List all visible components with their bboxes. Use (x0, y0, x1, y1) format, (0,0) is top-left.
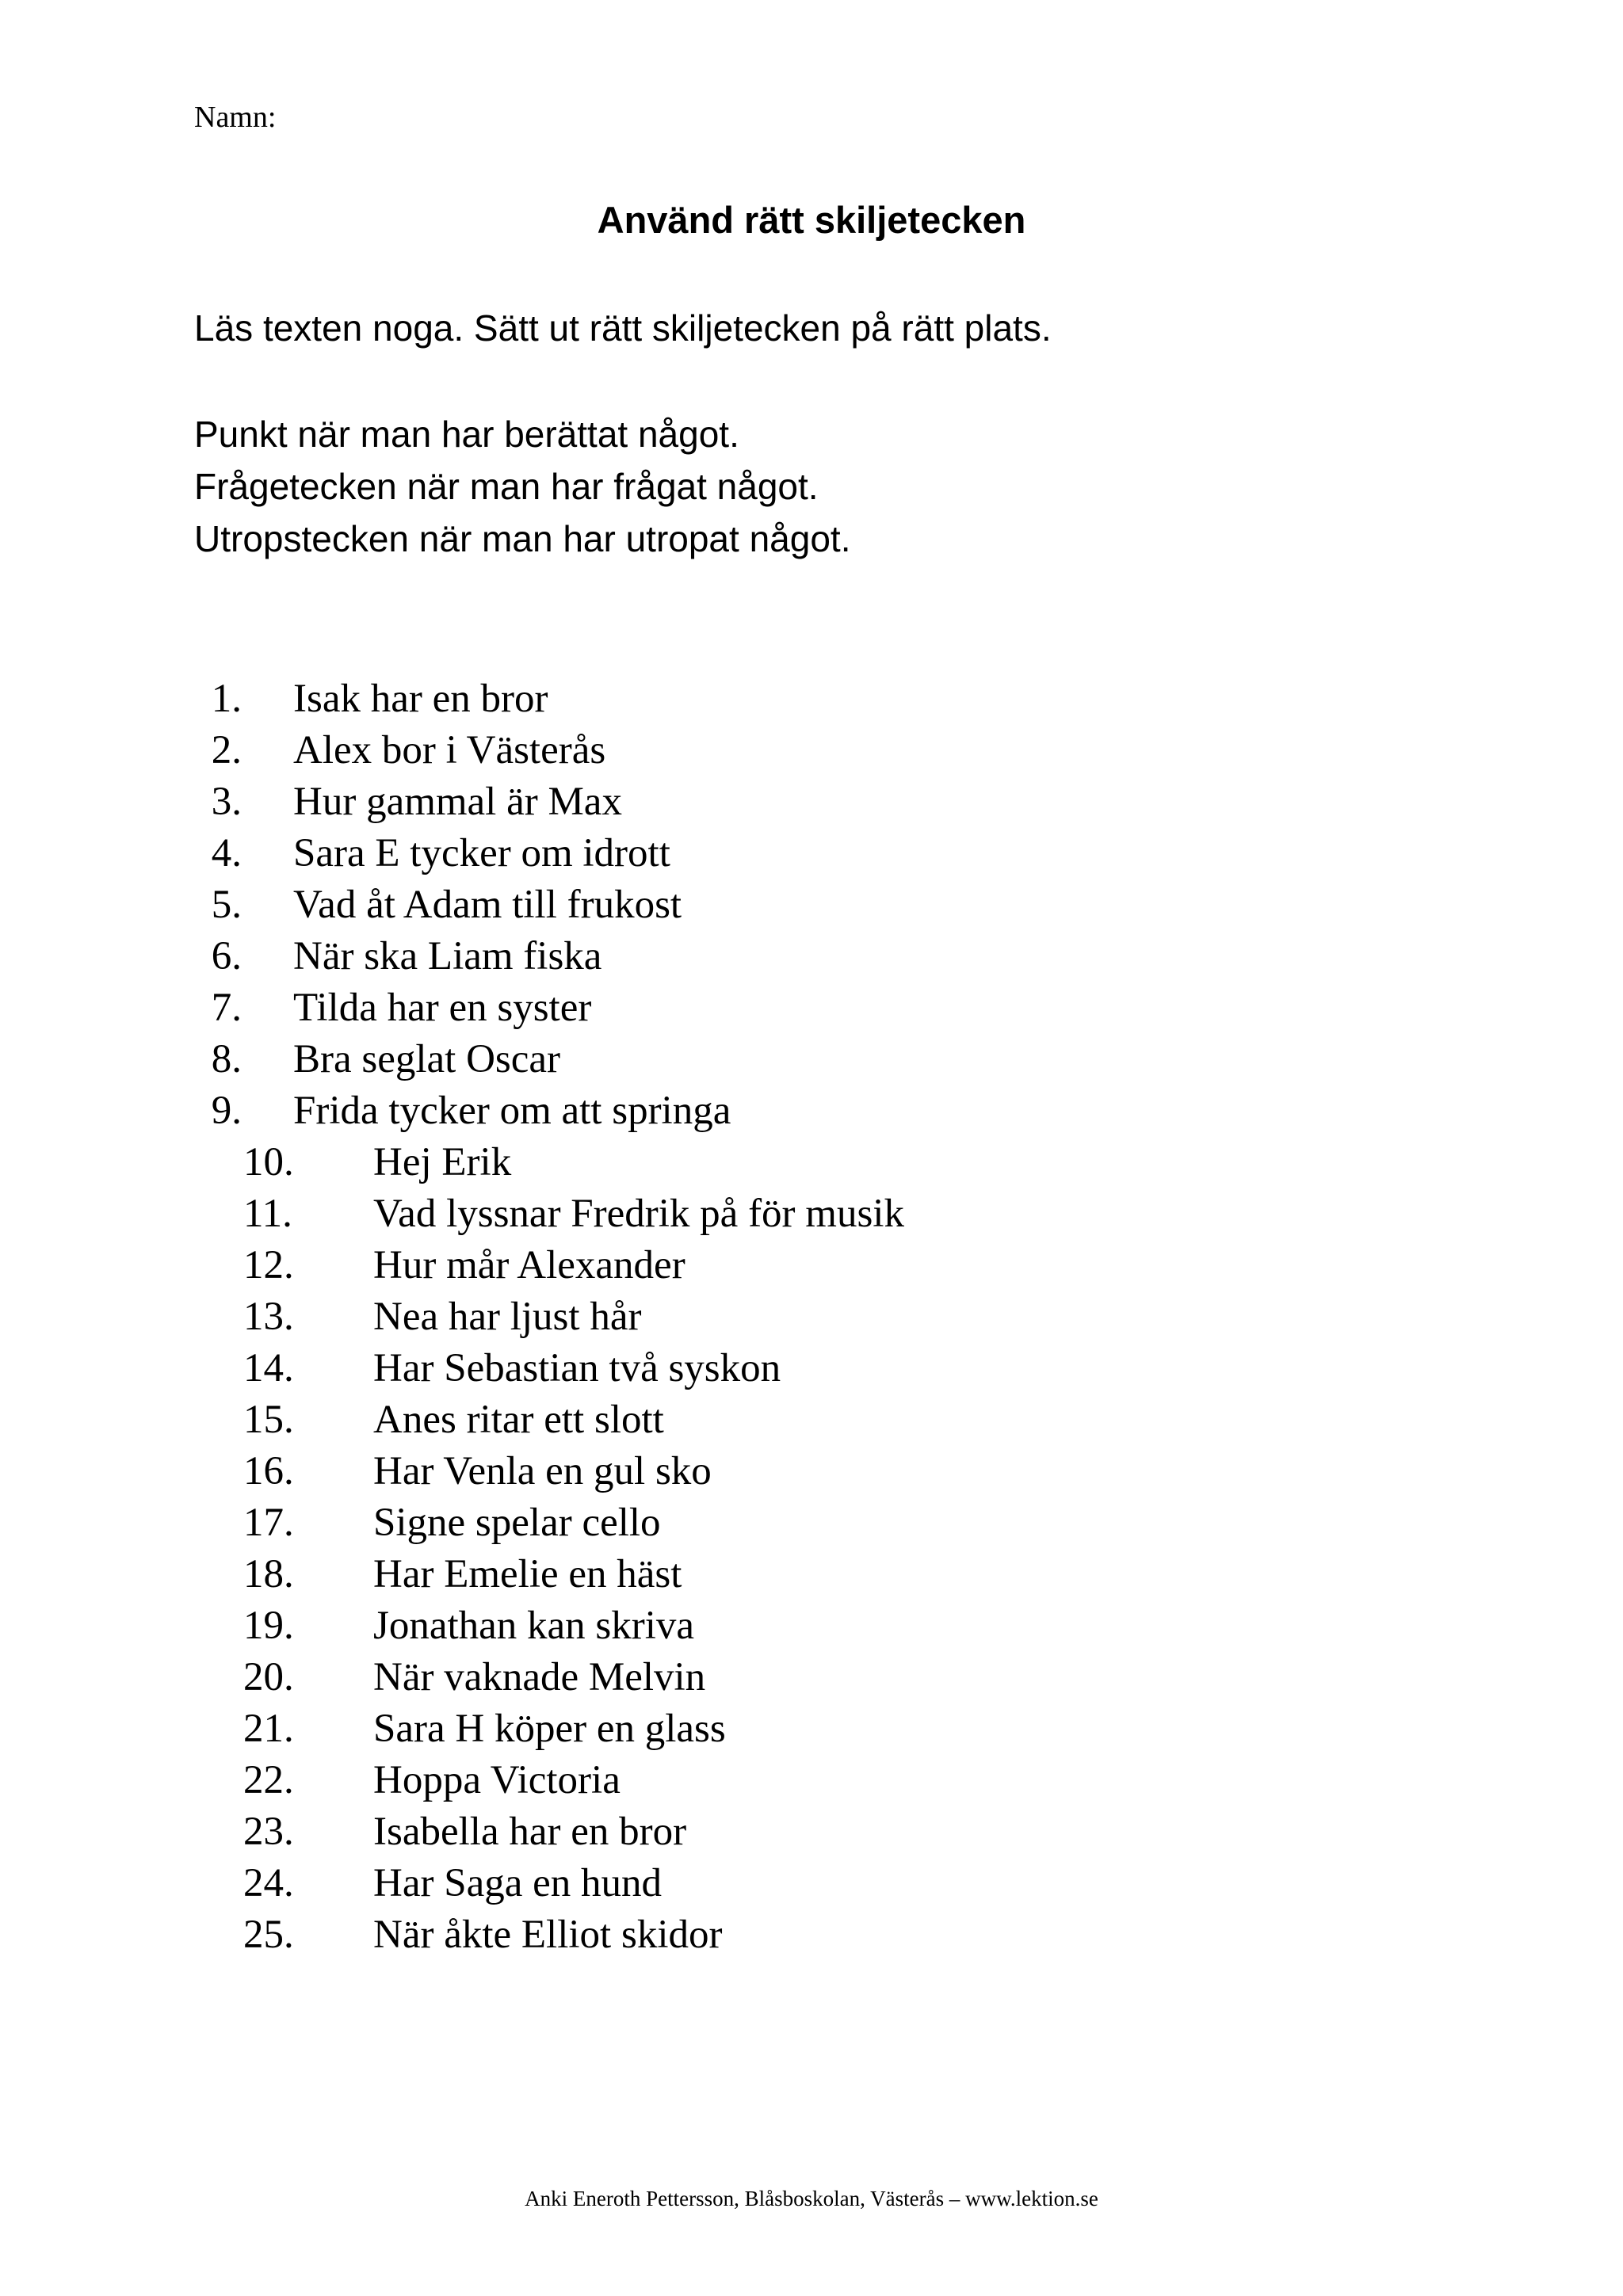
item-text: Hej Erik (373, 1140, 512, 1184)
item-number: 1. (211, 677, 242, 721)
item-number: 25. (243, 1913, 294, 1957)
item-text: När vaknade Melvin (373, 1655, 706, 1699)
item-text: Vad åt Adam till frukost (293, 883, 682, 927)
item-number: 14. (243, 1346, 294, 1390)
item-number: 12. (243, 1243, 294, 1287)
worksheet-title: Använd rätt skiljetecken (597, 199, 1026, 241)
item-number: 24. (243, 1861, 294, 1905)
item-text: Nea har ljust hår (373, 1295, 642, 1339)
name-label: Namn: (194, 101, 277, 134)
item-number: 20. (243, 1655, 294, 1699)
instruction-text: Läs texten noga. Sätt ut rätt skiljetecken på rätt plats. (194, 307, 1052, 349)
item-number: 10. (243, 1140, 294, 1184)
item-number: 2. (211, 728, 242, 772)
item-number: 9. (211, 1089, 242, 1133)
item-text: Sara H köper en glass (373, 1707, 726, 1751)
item-text: Har Saga en hund (373, 1861, 662, 1905)
item-text: Isabella har en bror (373, 1810, 687, 1854)
item-text: Tilda har en syster (293, 986, 592, 1030)
item-text: Hur mår Alexander (373, 1243, 685, 1287)
item-text: Alex bor i Västerås (293, 728, 606, 772)
item-text: Signe spelar cello (373, 1501, 661, 1545)
item-number: 22. (243, 1758, 294, 1802)
rule-exclamation-mark: Utropstecken när man har utropat något. (194, 518, 851, 559)
item-number: 21. (243, 1707, 294, 1751)
item-number: 16. (243, 1449, 294, 1493)
item-text: Isak har en bror (293, 677, 548, 721)
item-number: 17. (243, 1501, 294, 1545)
item-number: 15. (243, 1398, 294, 1442)
rule-period: Punkt när man har berättat något. (194, 414, 739, 455)
punctuation-rules (194, 408, 850, 565)
item-text: Bra seglat Oscar (293, 1037, 561, 1081)
item-number: 23. (243, 1810, 294, 1854)
item-text: Har Emelie en häst (373, 1552, 682, 1596)
item-text: Hur gammal är Max (293, 780, 622, 824)
item-text: Jonathan kan skriva (373, 1604, 695, 1648)
item-number: 11. (243, 1192, 292, 1236)
item-text: Frida tycker om att springa (293, 1089, 731, 1133)
item-number: 19. (243, 1604, 294, 1648)
item-text: Hoppa Victoria (373, 1758, 621, 1802)
item-text: Har Sebastian två syskon (373, 1346, 781, 1390)
item-text: Har Venla en gul sko (373, 1449, 712, 1493)
item-text: När åkte Elliot skidor (373, 1913, 723, 1957)
item-text: Vad lyssnar Fredrik på för musik (373, 1192, 904, 1236)
item-number: 3. (211, 780, 242, 824)
item-text: När ska Liam fiska (293, 934, 602, 978)
item-number: 13. (243, 1295, 294, 1339)
item-number: 18. (243, 1552, 294, 1596)
item-number: 4. (211, 831, 242, 875)
item-number: 6. (211, 934, 242, 978)
item-number: 7. (211, 986, 242, 1030)
rule-question-mark: Frågetecken när man har frågat något. (194, 466, 819, 507)
item-text: Anes ritar ett slott (373, 1398, 664, 1442)
footer-credit: Anki Eneroth Pettersson, Blåsboskolan, Västerås – www.lektion.se (525, 2187, 1098, 2210)
item-number: 5. (211, 883, 242, 927)
item-text: Sara E tycker om idrott (293, 831, 670, 875)
item-number: 8. (211, 1037, 242, 1081)
